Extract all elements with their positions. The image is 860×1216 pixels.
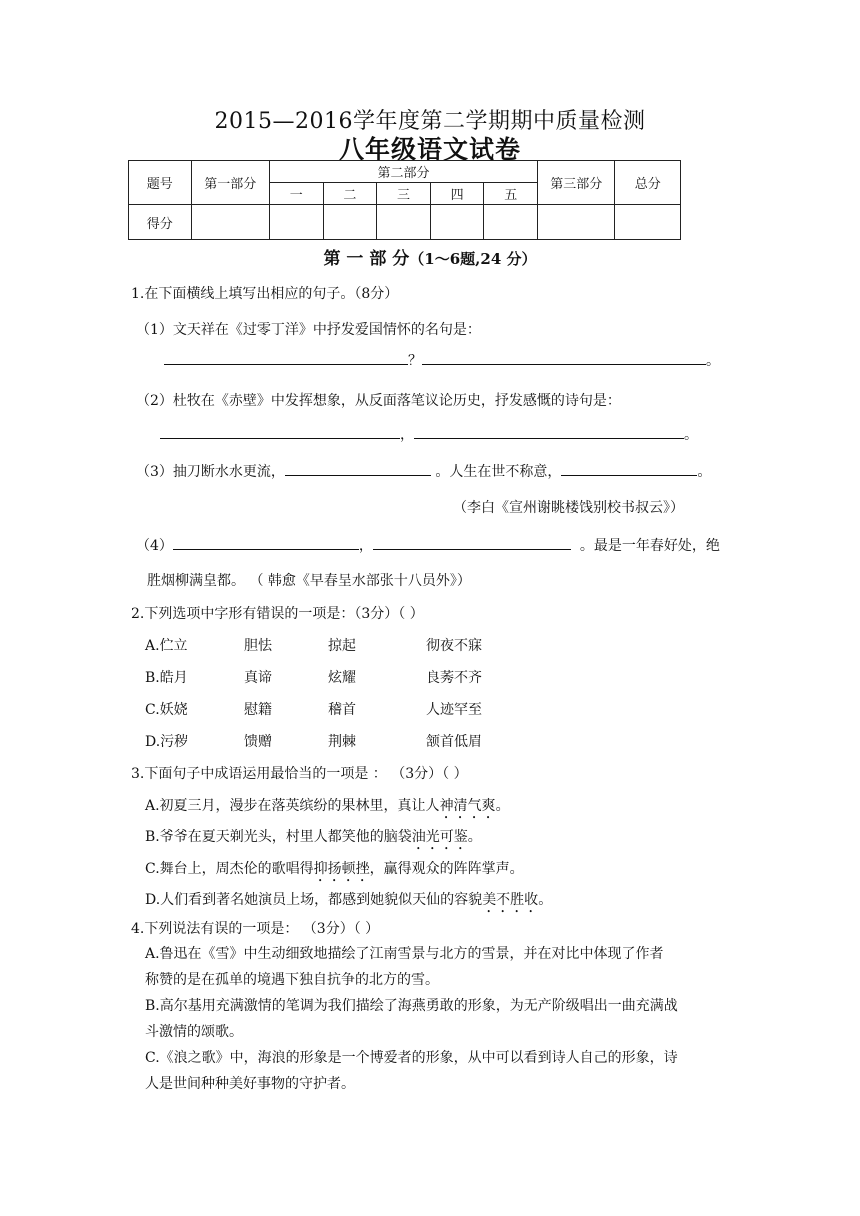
score-table-part3-header: 第三部分 [538,161,615,205]
q4-option-c-line2: 人是世间种种美好事物的守护者。 [145,1076,355,1092]
section1-heading [0,244,860,269]
q3-c-idiom: 抑扬顿挫 [313,861,370,877]
score-cell[interactable] [615,205,681,240]
answer-blank[interactable] [160,424,400,439]
score-cell[interactable] [430,205,484,240]
q2-option-item: 炫耀 [328,670,356,686]
q3-b-idiom: 油光可鉴 [411,829,468,845]
q1-sub2: （2）杜牧在《赤壁》中发挥想象，从反面落笔议论历史，抒发感慨的诗句是： [136,393,621,409]
q1-sub2-answer [160,424,698,444]
q1-sub2-end: 。 [684,427,698,443]
score-table-total-header: 总分 [615,161,681,205]
q3-a-text: A.初夏三月，漫步在落英缤纷的果林里，真让人 [145,798,440,814]
q1-sub2-mid: ， [400,427,414,443]
score-cell[interactable] [269,205,323,240]
q4-stem: 4.下列说法有误的一项是： （3分）（ ） [131,921,380,937]
score-cell[interactable] [538,205,615,240]
q3-b-text: B.爷爷在夏天剃光头，村里人都笑他的脑袋 [145,829,412,845]
q2-option-item: 颔首低眉 [426,734,482,750]
score-table-question-header: 题号 [129,161,192,205]
q3-d-end: 。 [538,892,553,908]
score-table-part2-sub: 四 [430,183,484,205]
q2-option-item: 胆怯 [244,638,272,654]
section1-title: 第 一 部 分 [323,249,410,269]
q1-sub4 [136,535,720,555]
q1-sub3-source: （李白《宣州谢眺楼饯别校书叔云》） [453,500,684,516]
answer-blank[interactable] [373,535,571,550]
answer-blank[interactable] [173,535,359,550]
score-cell[interactable] [323,205,377,240]
q2-option-a[interactable] [145,635,482,655]
q2-option-item: 荆棘 [328,734,356,750]
q3-c-text: C.舞台上，周杰伦的歌唱得 [145,861,314,877]
score-table-part2-sub: 三 [377,183,431,205]
q1-sub1-answer [164,350,720,370]
q2-stem: 2.下列选项中字形有错误的一项是：（3分）（ ） [131,606,424,622]
q3-option-d[interactable] [145,889,552,916]
q1-stem: 1.在下面横线上填写出相应的句子。（8分） [131,286,399,302]
q3-option-b[interactable] [145,826,482,853]
q2-option-item: 彻夜不寐 [426,638,482,654]
q1-sub3-b: 。人生在世不称意， [435,464,562,480]
q2-option-item: 稽首 [328,702,356,718]
q3-option-c[interactable] [145,858,524,885]
q3-option-a[interactable] [145,795,510,822]
score-cell[interactable] [191,205,269,240]
q3-c-end: ，赢得观众的阵阵掌声。 [369,861,524,877]
q1-sub3 [136,461,711,481]
q2-option-item: B.皓月 [145,670,188,686]
q1-sub1-end: 。 [706,353,720,369]
q1-sub1: （1）文天祥在《过零丁洋》中抒发爱国情怀的名句是： [136,322,481,338]
score-table [128,160,681,240]
answer-blank[interactable] [561,461,697,476]
q4-option-b-line2: 斗激情的颂歌。 [145,1024,243,1040]
q2-option-item: 慰籍 [244,702,272,718]
q1-sub4-mid: ， [358,538,373,554]
answer-blank[interactable] [414,424,684,439]
answer-blank[interactable] [164,350,408,365]
section1-subtitle: （1～6题,24 分） [409,250,537,268]
q2-option-item: 良莠不齐 [426,670,482,686]
q1-sub4-c: 胜烟柳满皇都。 （ 韩愈《早春呈水部张十八员外》） [147,573,471,589]
score-cell[interactable] [377,205,431,240]
q3-stem: 3.下面句子中成语运用最恰当的一项是 ： （3分）（ ） [131,766,468,782]
exam-title-line2: 八年级语文试卷 [338,135,521,164]
score-table-part2-sub: 一 [269,183,323,205]
q2-option-item: C.妖娆 [145,702,188,718]
q2-option-c[interactable] [145,699,482,719]
q2-option-b[interactable] [145,667,482,687]
q1-sub3-end: 。 [697,464,712,480]
q3-a-idiom: 神清气爽 [439,798,496,814]
q3-d-text: D.人们看到著名她演员上场，都感到她貌似天仙的容貌 [145,892,483,908]
q2-option-item: D.污秽 [145,734,189,750]
exam-title-line1: 2015—2016学年度第二学期期中质量检测 [214,109,646,134]
score-table-score-label: 得分 [129,205,192,240]
q1-sub4-a: （4） [136,538,173,554]
q2-option-item: A.伫立 [145,638,188,654]
q1-sub1-mid: ？ [408,353,422,369]
score-cell[interactable] [484,205,538,240]
answer-blank[interactable] [285,461,431,476]
q3-a-end: 。 [495,798,510,814]
q2-option-d[interactable] [145,731,482,751]
answer-blank[interactable] [422,350,706,365]
q3-b-end: 。 [467,829,482,845]
q2-option-item: 馈赠 [244,734,272,750]
q4-option-a-line1[interactable]: A.鲁迅在《雪》中生动细致地描绘了江南雪景与北方的雪景，并在对比中体现了作者 [145,946,664,962]
score-table-part1-header: 第一部分 [191,161,269,205]
q2-option-item: 真谛 [244,670,272,686]
score-table-part2-sub: 二 [323,183,377,205]
q3-d-idiom: 美不胜收 [482,892,539,908]
q1-sub3-a: （3）抽刀断水水更流， [136,464,285,480]
score-table-part2-sub: 五 [484,183,538,205]
q2-option-item: 掠起 [328,638,356,654]
q4-option-a-line2: 称赞的是在孤单的境遇下独自抗争的北方的雪。 [145,972,439,988]
score-table-part2-header: 第二部分 [269,161,537,183]
q4-option-c-line1[interactable]: C.《浪之歌》中，海浪的形象是一个博爱者的形象，从中可以看到诗人自己的形象，诗 [145,1050,678,1066]
q4-option-b-line1[interactable]: B.高尔基用充满激情的笔调为我们描绘了海燕勇敢的形象，为无产阶级唱出一曲充满战 [145,998,678,1014]
q1-sub4-b: 。最是一年春好处，绝 [579,538,720,554]
q2-option-item: 人迹罕至 [426,702,482,718]
